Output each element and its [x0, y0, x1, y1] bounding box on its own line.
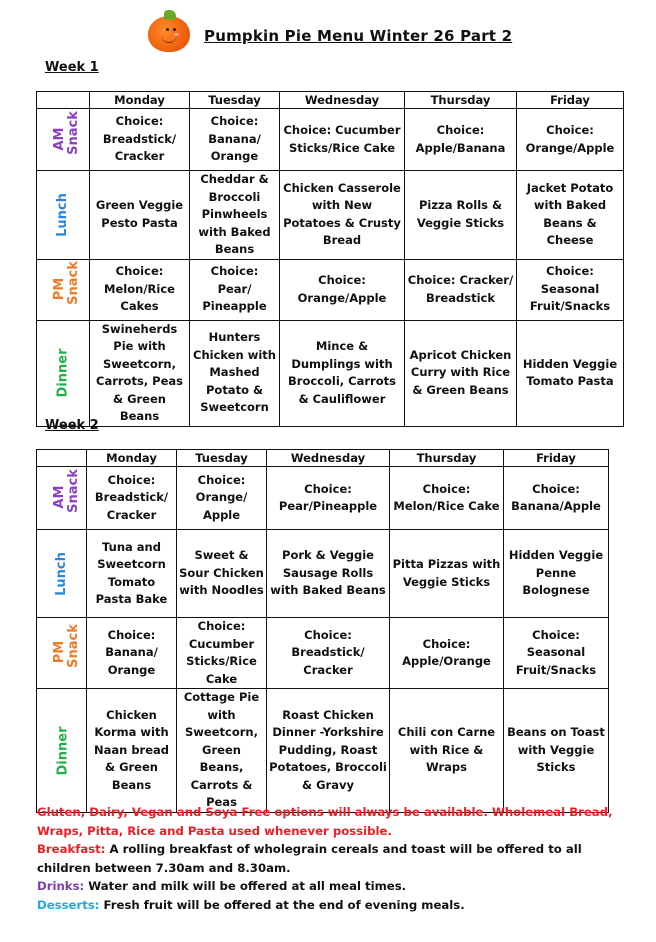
menu-cell-friday: Hidden Veggie Tomato Pasta — [517, 320, 624, 426]
menu-cell-wednesday: Pork & Veggie Sausage Rolls with Baked Beans — [267, 530, 390, 618]
meal-label — [56, 193, 70, 237]
meal-label — [57, 349, 71, 398]
corner-cell — [37, 92, 90, 109]
menu-cell-tuesday: Choice: Orange/ Apple — [177, 467, 267, 530]
meal-label — [54, 552, 68, 596]
menu-cell-wednesday: Choice: Pear/Pineapple — [267, 467, 390, 530]
week-2-label: Week 2 — [45, 418, 99, 433]
corner-cell — [37, 450, 87, 467]
menu-cell-tuesday: Choice: Cucumber Sticks/Rice Cake — [177, 618, 267, 689]
desserts-text: Fresh fruit will be offered at the end of evening meals. — [99, 897, 465, 912]
breakfast-text: A rolling breakfast of wholegrain cereals and toast will be offered to all children between 7.30am and 8.30am. — [37, 842, 582, 875]
menu-cell-tuesday: Hunters Chicken with Mashed Potato & Sweetcorn — [190, 320, 280, 426]
menu-cell-wednesday: Mince & Dumplings with Broccoli, Carrots & Cauliflower — [280, 320, 405, 426]
menu-cell-wednesday: Choice: Cucumber Sticks/Rice Cake — [280, 109, 405, 171]
meal-label-line1: AM — [51, 485, 67, 509]
menu-cell-tuesday: Sweet & Sour Chicken with Noodles — [177, 530, 267, 618]
menu-cell-tuesday: Cheddar & Broccoli Pinwheels with Baked Beans — [190, 171, 280, 260]
menu-cell-wednesday: Chicken Casserole with New Potatoes & Crusty Bread — [280, 171, 405, 260]
day-thursday: Thursday — [390, 450, 504, 467]
menu-cell-monday: Swineherds Pie with Sweetcorn, Carrots, Peas & Green Beans — [90, 320, 190, 426]
desserts-label: Desserts: — [37, 897, 100, 912]
row-am-snack — [37, 467, 609, 530]
row-pm-snack — [37, 259, 624, 320]
menu-cell-monday: Chicken Korma with Naan bread & Green Beans — [87, 689, 177, 813]
menu-cell-wednesday: Roast Chicken Dinner -Yorkshire Pudding, Roast Potatoes, Broccoli & Gravy — [267, 689, 390, 813]
day-wednesday: Wednesday — [280, 92, 405, 109]
meal-label-line1: Dinner — [55, 348, 71, 398]
menu-cell-wednesday: Choice: Orange/Apple — [280, 259, 405, 320]
menu-cell-monday: Choice: Melon/Rice Cakes — [90, 259, 190, 320]
meal-label-line1: AM — [51, 127, 67, 151]
menu-cell-thursday: Choice: Apple/Banana — [405, 109, 517, 171]
meal-label-line1: Lunch — [53, 551, 69, 596]
day-tuesday: Tuesday — [177, 450, 267, 467]
row-label-lunch — [37, 530, 87, 618]
meal-label-line1: Lunch — [54, 193, 70, 237]
menu-cell-monday: Choice: Breadstick/ Cracker — [87, 467, 177, 530]
header-row — [37, 92, 624, 109]
row-label-am-snack — [37, 467, 87, 530]
menu-cell-monday: Choice: Banana/ Orange — [87, 618, 177, 689]
row-pm-snack — [37, 618, 609, 689]
day-wednesday: Wednesday — [267, 450, 390, 467]
menu-cell-friday: Choice: Orange/Apple — [517, 109, 624, 171]
row-label-am-snack — [37, 109, 90, 171]
day-monday: Monday — [87, 450, 177, 467]
meal-label-line2: Snack — [65, 624, 81, 669]
row-lunch — [37, 171, 624, 260]
day-tuesday: Tuesday — [190, 92, 280, 109]
menu-cell-wednesday: Choice: Breadstick/ Cracker — [267, 618, 390, 689]
allergen-note: Gluten, Dairy, Vegan and Soya Free options will always be available. Wholemeal Bread, Wraps, Pitta, Rice and Pasta used whenever possible. — [37, 805, 613, 838]
menu-cell-friday: Choice: Seasonal Fruit/Snacks — [504, 618, 609, 689]
week-2-table — [36, 449, 609, 813]
meal-label-line2: Snack — [65, 260, 81, 305]
menu-cell-tuesday: Choice: Pear/ Pineapple — [190, 259, 280, 320]
menu-cell-friday: Choice: Banana/Apple — [504, 467, 609, 530]
row-label-dinner — [37, 320, 90, 426]
meal-label — [53, 111, 81, 167]
menu-cell-thursday: Choice: Apple/Orange — [390, 618, 504, 689]
menu-cell-friday: Choice: Seasonal Fruit/Snacks — [517, 259, 624, 320]
drinks-label: Drinks: — [37, 879, 85, 894]
row-label-pm-snack — [37, 618, 87, 689]
row-lunch — [37, 530, 609, 618]
menu-cell-friday: Hidden Veggie Penne Bolognese — [504, 530, 609, 618]
menu-cell-thursday: Pizza Rolls & Veggie Sticks — [405, 171, 517, 260]
menu-cell-monday: Tuna and Sweetcorn Tomato Pasta Bake — [87, 530, 177, 618]
menu-cell-friday: Jacket Potato with Baked Beans & Cheese — [517, 171, 624, 260]
meal-label-line1: PM — [51, 641, 67, 664]
menu-cell-monday: Choice: Breadstick/ Cracker — [90, 109, 190, 171]
row-dinner — [37, 320, 624, 426]
header-row — [37, 450, 609, 467]
menu-cell-monday: Green Veggie Pesto Pasta — [90, 171, 190, 260]
row-am-snack — [37, 109, 624, 171]
menu-cell-tuesday: Choice: Banana/ Orange — [190, 109, 280, 171]
menu-cell-thursday: Choice: Cracker/ Breadstick — [405, 259, 517, 320]
menu-cell-thursday: Chili con Carne with Rice & Wraps — [390, 689, 504, 813]
menu-cell-thursday: Apricot Chicken Curry with Rice & Green Beans — [405, 320, 517, 426]
page-header — [146, 6, 512, 56]
week-1-table — [36, 91, 624, 427]
meal-label — [57, 726, 71, 775]
page-title: Pumpkin Pie Menu Winter 26 Part 2 — [204, 27, 513, 45]
menu-cell-friday: Beans on Toast with Veggie Sticks — [504, 689, 609, 813]
row-label-lunch — [37, 171, 90, 260]
menu-cell-tuesday: Cottage Pie with Sweetcorn, Green Beans, Carrots & Peas — [177, 689, 267, 813]
day-friday: Friday — [504, 450, 609, 467]
meal-label — [53, 469, 81, 525]
meal-label — [53, 261, 81, 317]
menu-cell-thursday: Choice: Melon/Rice Cake — [390, 467, 504, 530]
day-friday: Friday — [517, 92, 624, 109]
menu-notes — [37, 803, 617, 915]
day-monday: Monday — [90, 92, 190, 109]
row-label-dinner — [37, 689, 87, 813]
row-dinner — [37, 689, 609, 813]
meal-label-line2: Snack — [65, 110, 81, 155]
drinks-text: Water and milk will be offered at all meal times. — [84, 879, 407, 894]
week-1-label: Week 1 — [45, 60, 99, 75]
meal-label-line1: Dinner — [55, 726, 71, 775]
drinks-note — [37, 877, 617, 896]
meal-label — [53, 624, 81, 680]
row-label-pm-snack — [37, 259, 90, 320]
meal-label-line2: Snack — [65, 469, 81, 514]
meal-label-line1: PM — [51, 277, 67, 300]
breakfast-label: Breakfast: — [37, 842, 106, 857]
pumpkin-icon — [146, 8, 192, 54]
day-thursday: Thursday — [405, 92, 517, 109]
menu-cell-thursday: Pitta Pizzas with Veggie Sticks — [390, 530, 504, 618]
desserts-note — [37, 896, 617, 915]
breakfast-note — [37, 840, 617, 877]
